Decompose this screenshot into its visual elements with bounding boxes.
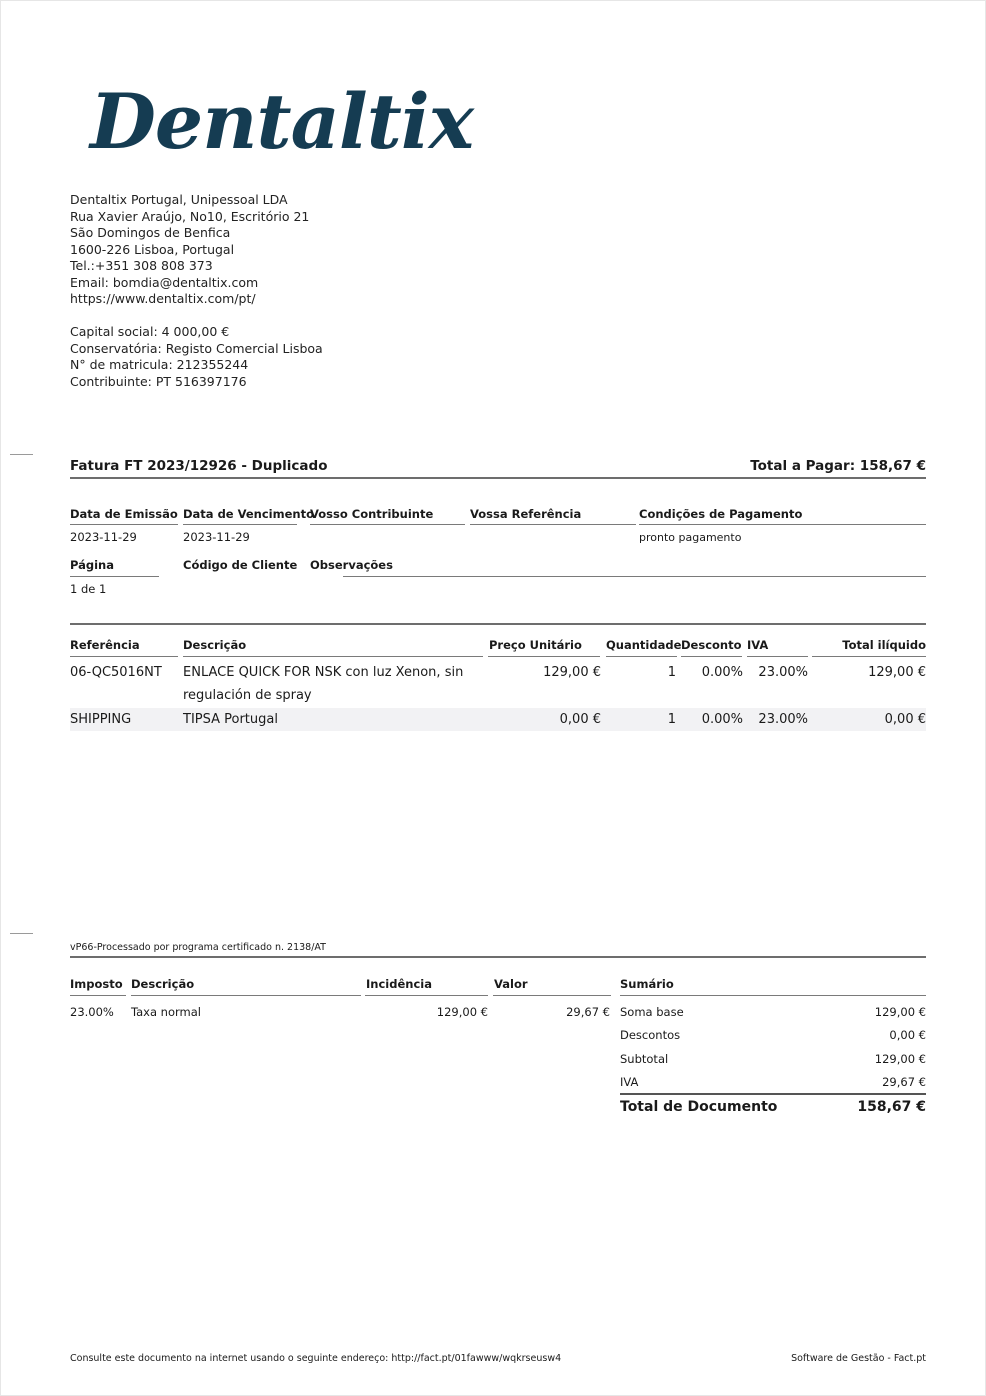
item-1-vat: 23.00% [758,665,808,680]
item-2-unit-price: 0,00 € [559,712,601,727]
item-1-description-cont: regulación de spray [183,688,312,703]
total-to-pay: Total a Pagar: 158,67 € [750,458,926,474]
company-website[interactable]: https://www.dentaltix.com/pt/ [70,291,256,306]
client-code-label: Código de Cliente [183,558,298,572]
footer-software: Software de Gestão - Fact.pt [791,1353,926,1364]
item-2-quantity: 1 [667,712,676,727]
tax-col-value: Valor [494,977,528,991]
company-name: Dentaltix Portugal, Unipessoal LDA [70,192,288,207]
issue-date-label: Data de Emissão [70,507,178,521]
capital-social: Capital social: 4 000,00 € [70,324,230,339]
col-description: Descrição [183,638,247,652]
company-phone: Tel.:+351 308 808 373 [70,258,213,273]
document-total-label: Total de Documento [620,1099,778,1115]
item-1-quantity: 1 [667,665,676,680]
reference-label: Vossa Referência [470,507,582,521]
col-unit-price: Preço Unitário [489,638,582,652]
page-number: 1 de 1 [70,582,107,596]
tax-rate: 23.00% [70,1005,114,1019]
items-divider [70,623,926,625]
fold-marker-bottom [10,933,33,934]
item-2-description: TIPSA Portugal [183,712,278,727]
due-date-label: Data de Vencimento [183,507,314,521]
document-total-value: 158,67 € [857,1099,926,1115]
tax-base: 129,00 € [436,1005,488,1019]
item-2-net-total: 0,00 € [884,712,926,727]
summary-subtotal-value: 129,00 € [874,1052,926,1066]
item-1-discount: 0.00% [701,665,743,680]
item-2-discount: 0.00% [701,712,743,727]
summary-subtotal-label: Subtotal [620,1052,669,1066]
company-address: Rua Xavier Araújo, No10, Escritório 21 [70,208,310,224]
summary-label: Sumário [620,977,674,991]
summary-vat-value: 29,67 € [882,1075,926,1089]
invoice-title: Fatura FT 2023/12926 - Duplicado [70,458,328,474]
page-label: Página [70,558,115,572]
company-logo: Dentaltix [90,77,474,166]
item-2-reference: SHIPPING [70,712,132,727]
payment-terms: pronto pagamento [639,531,742,544]
certification-note: vP66-Processado por programa certificado n. 2138/AT [70,942,326,953]
tax-value: 29,67 € [566,1005,610,1019]
item-1-unit-price: 129,00 € [543,665,601,680]
summary-base-label: Soma base [620,1005,684,1019]
company-info [70,192,323,390]
tax-col-description: Descrição [131,977,195,991]
summary-discounts-label: Descontos [620,1028,681,1042]
col-vat: IVA [747,638,769,652]
company-district: São Domingos de Benfica [70,225,231,240]
due-date: 2023-11-29 [183,530,250,544]
item-1-reference: 06-QC5016NT [70,665,162,680]
taxpayer-number: Contribuinte: PT 516397176 [70,373,247,389]
summary-vat-label: IVA [620,1075,639,1089]
item-2-vat: 23.00% [758,712,808,727]
issue-date: 2023-11-29 [70,530,137,544]
notes-label: Observações [310,558,393,572]
col-net-total: Total ilíquido [842,638,926,652]
payment-terms-label: Condições de Pagamento [639,507,803,521]
invoice-title-row [70,458,926,478]
summary-base-value: 129,00 € [874,1005,926,1019]
tax-col-rate: Imposto [70,977,123,991]
title-divider [70,477,926,479]
col-quantity: Quantidade [606,638,682,652]
tax-col-base: Incidência [366,977,432,991]
item-1-description: ENLACE QUICK FOR NSK con luz Xenon, sin [183,665,464,680]
summary-discounts-value: 0,00 € [889,1028,926,1042]
company-city: 1600-226 Lisboa, Portugal [70,241,235,257]
registration-number: N° de matricula: 212355244 [70,357,249,372]
fold-marker-top [10,454,33,455]
tax-description: Taxa normal [131,1005,201,1019]
footer-online-link[interactable]: Consulte este documento na internet usando o seguinte endereço: http://fact.pt/01fawww/wqkrseusw4 [70,1353,562,1364]
registry-office: Conservatória: Registo Comercial Lisboa [70,340,323,356]
taxpayer-label: Vosso Contribuinte [310,507,434,521]
col-reference: Referência [70,638,140,652]
company-email[interactable]: Email: bomdia@dentaltix.com [70,274,259,290]
col-discount: Desconto [681,638,742,652]
summary-divider [70,956,926,958]
item-1-net-total: 129,00 € [868,665,926,680]
